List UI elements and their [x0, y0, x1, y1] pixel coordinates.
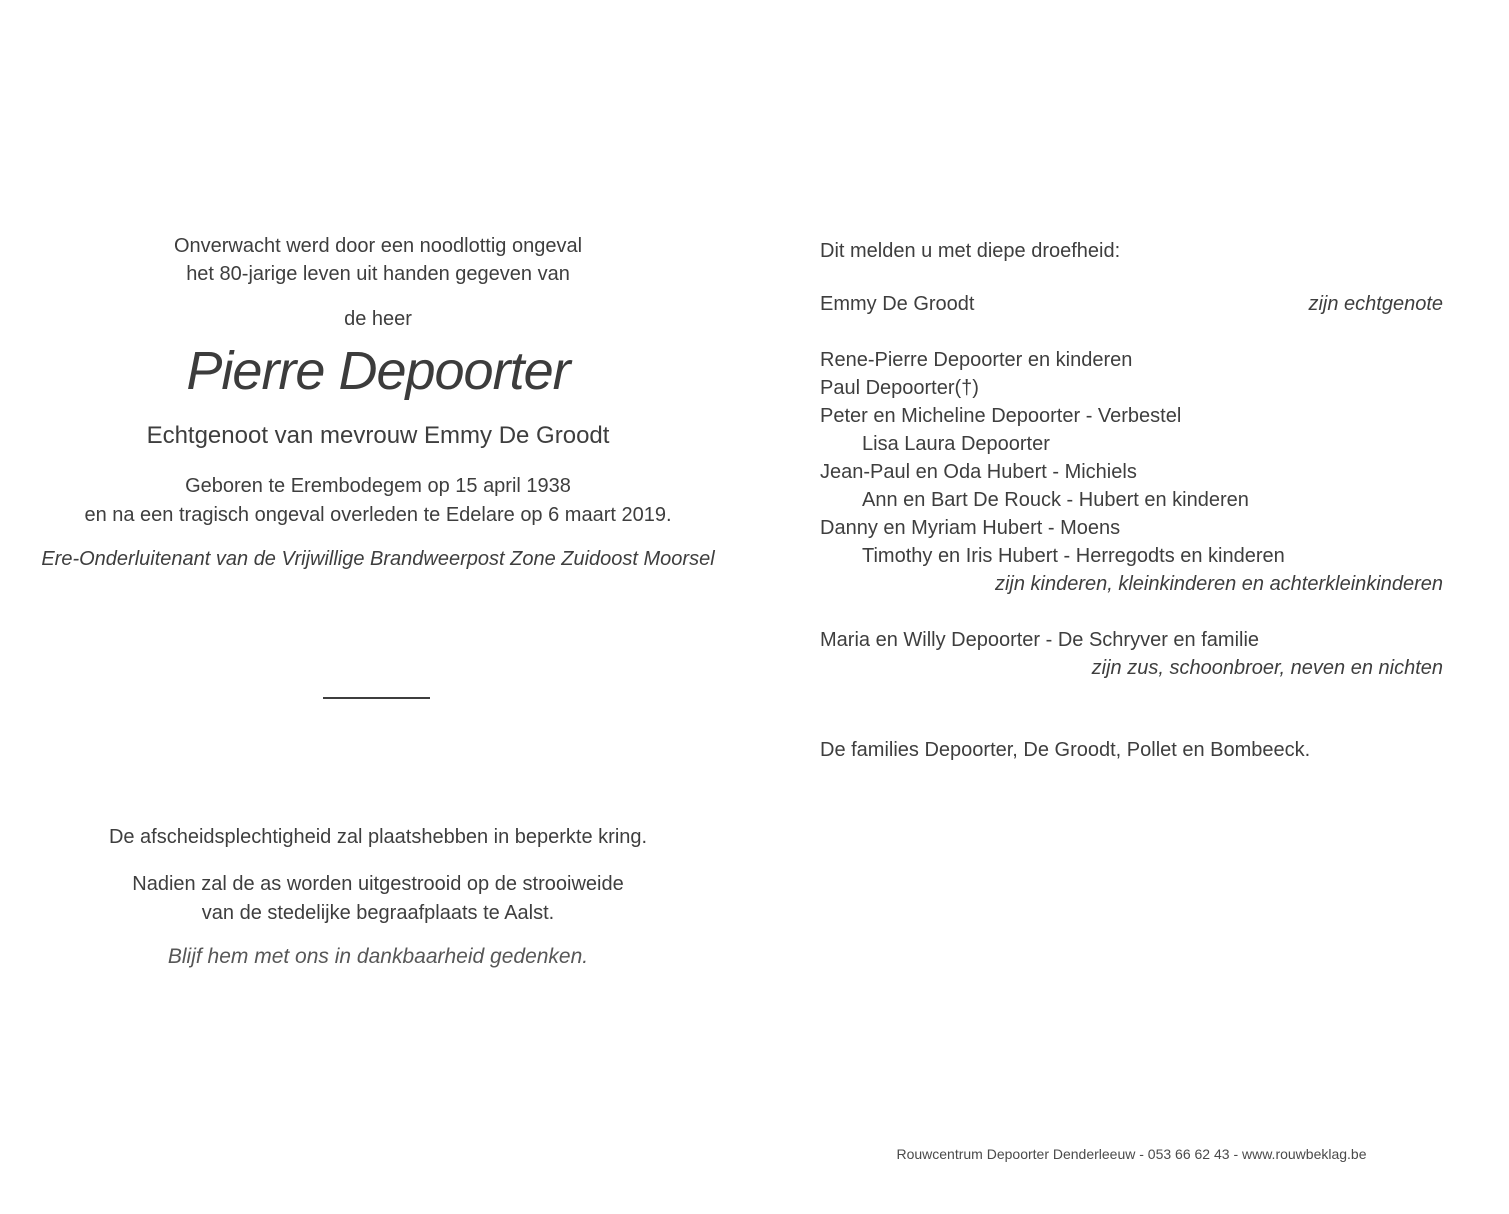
birth-death-block — [22, 472, 734, 530]
birth-line: Geboren te Erembodegem op 15 april 1938 — [185, 475, 571, 497]
remembrance-quote: Blijf hem met ons in dankbaarheid gedenken. — [167, 945, 589, 968]
intro-line-1: Onverwacht werd door een noodlottig ongeval — [173, 235, 583, 257]
sister-block — [820, 626, 1443, 682]
honorary-title: Ere-Onderluitenant van de Vrijwillige Brandweerpost Zone Zuidoost Moorsel — [41, 548, 715, 570]
family-member-line: Ann en Bart De Rouck - Hubert en kinderen — [862, 489, 1249, 511]
death-line: en na een tragisch ongeval overleden te Edelare op 6 maart 2019. — [84, 504, 672, 526]
funeral-home-footer: Rouwcentrum Depoorter Denderleeuw - 053 66 62 43 - www.rouwbeklag.be — [896, 1146, 1367, 1162]
family-member-line: Paul Depoorter(†) — [820, 377, 979, 399]
ashes-line-1: Nadien zal de as worden uitgestrooid op de strooiweide — [132, 873, 624, 895]
family-member-line: Danny en Myriam Hubert - Moens — [820, 517, 1121, 539]
deceased-name: Pierre Depoorter — [186, 341, 570, 401]
ashes-notice — [22, 870, 734, 928]
death-announcement-intro — [22, 232, 734, 288]
divider-line — [323, 697, 430, 699]
ashes-line-2: van de stedelijke begraafplaats te Aalst. — [201, 902, 555, 924]
spouse-of-line: Echtgenoot van mevrouw Emmy De Groodt — [146, 422, 610, 449]
intro-line-2: het 80-jarige leven uit handen gegeven van — [186, 263, 570, 285]
family-member-line: Rene-Pierre Depoorter en kinderen — [820, 349, 1133, 371]
grief-announcement: Dit melden u met diepe droefheid: — [820, 240, 1121, 262]
spouse-name: Emmy De Groodt — [820, 293, 975, 315]
children-relation: zijn kinderen, kleinkinderen en achterkleinkinderen — [994, 573, 1443, 595]
family-member-line: Peter en Micheline Depoorter - Verbestel — [820, 405, 1182, 427]
salutation: de heer — [344, 308, 412, 330]
spouse-relation: zijn echtgenote — [1308, 293, 1443, 315]
families-line: De families Depoorter, De Groodt, Pollet en Bombeeck. — [820, 739, 1311, 761]
sister-relation: zijn zus, schoonbroer, neven en nichten — [1091, 657, 1443, 679]
sister-line: Maria en Willy Depoorter - De Schryver en familie — [820, 629, 1260, 651]
family-member-line: Timothy en Iris Hubert - Herregodts en kinderen — [862, 545, 1285, 567]
family-list — [820, 346, 1443, 598]
family-member-line: Jean-Paul en Oda Hubert - Michiels — [820, 461, 1137, 483]
spouse-row — [820, 290, 1443, 318]
ceremony-notice: De afscheidsplechtigheid zal plaatshebben in beperkte kring. — [108, 826, 648, 848]
family-member-line: Lisa Laura Depoorter — [862, 433, 1050, 455]
